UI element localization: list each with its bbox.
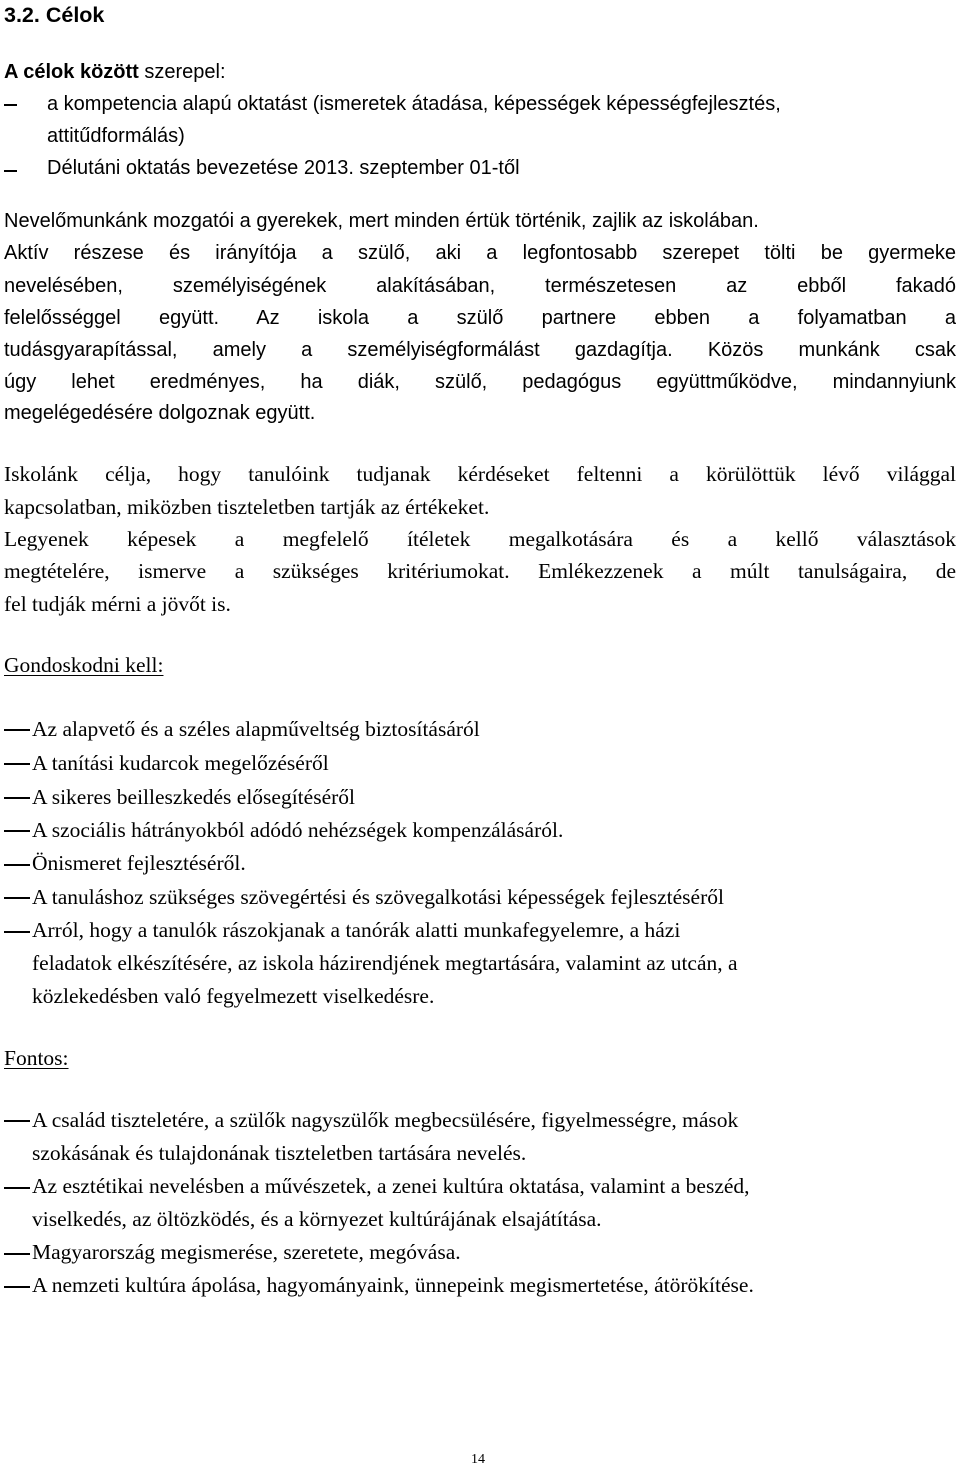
goals-intro-rest: szerepel: — [138, 61, 226, 83]
dash-bullet-icon — [4, 864, 30, 866]
paragraph1-line: megelégedésére dolgoznak együtt. — [4, 402, 316, 424]
paragraph1-line: felelősséggel együtt. Az iskola a szülő partnere ebben a folyamatban a — [4, 307, 956, 329]
gondoskodni-item-line: közlekedésben való fegyelmezett viselkedésre. — [32, 984, 435, 1008]
dash-bullet-icon — [4, 170, 17, 172]
paragraph2-line: fel tudják mérni a jövőt is. — [4, 592, 231, 616]
fontos-item-line: A család tiszteletére, a szülők nagyszülők megbecsülésére, figyelmességre, mások — [32, 1108, 739, 1132]
paragraph2-line: kapcsolatban, miközben tiszteletben tartják az értékeket. — [4, 495, 490, 519]
fontos-item-line: viselkedés, az öltözködés, és a környezet kultúrájának elsajátítása. — [32, 1207, 602, 1231]
dash-bullet-icon — [4, 763, 30, 765]
paragraph1-line: Nevelőmunkánk mozgatói a gyerekek, mert minden értük történik, zajlik az iskolában. — [4, 210, 759, 232]
goal-item-line: Délutáni oktatás bevezetése 2013. szeptember 01-től — [47, 157, 520, 179]
paragraph1-line: tudásgyarapítással, amely a személyiségformálást gazdagítja. Közös munkánk csak — [4, 339, 956, 361]
gondoskodni-item-line: Az alapvető és a széles alapműveltség biztosításáról — [32, 717, 480, 741]
gondoskodni-item-line: Önismeret fejlesztéséről. — [32, 851, 246, 875]
dash-bullet-icon — [4, 797, 30, 799]
paragraph1-line: nevelésében, személyiségének alakításában, természetesen az ebből fakadó — [4, 275, 956, 297]
dash-bullet-icon — [4, 1187, 30, 1189]
gondoskodni-heading: Gondoskodni kell: — [4, 653, 164, 677]
paragraph2-line: megtételére, ismerve a szükséges kritériumokat. Emlékezzenek a múlt tanulságaira, de — [4, 559, 956, 583]
dash-bullet-icon — [4, 729, 30, 731]
paragraph2-line: Legyenek képesek a megfelelő ítéletek megalkotására és a kellő választások — [4, 527, 956, 551]
gondoskodni-item-line: A szociális hátrányokból adódó nehézségek kompenzálásáról. — [32, 818, 564, 842]
goal-item-line: attitűdformálás) — [47, 125, 185, 147]
section-heading: 3.2. Célok — [4, 3, 105, 27]
gondoskodni-item-line: A tanuláshoz szükséges szövegértési és szövegalkotási képességek fejlesztéséről — [32, 885, 724, 909]
goals-intro — [4, 62, 226, 82]
paragraph1-line: úgy lehet eredményes, ha diák, szülő, pedagógus együttműködve, mindannyiunk — [4, 371, 956, 393]
dash-bullet-icon — [4, 897, 30, 899]
fontos-item-line: A nemzeti kultúra ápolása, hagyományaink, ünnepeink megismertetése, átörökítése. — [32, 1273, 754, 1297]
paragraph2-line: Iskolánk célja, hogy tanulóink tudjanak kérdéseket feltenni a körülöttük lévő világgal — [4, 462, 956, 486]
fontos-heading: Fontos: — [4, 1046, 69, 1070]
fontos-item-line: szokásának és tulajdonának tiszteletben tartására nevelés. — [32, 1141, 527, 1165]
gondoskodni-item-line: Arról, hogy a tanulók rászokjanak a tanórák alatti munkafegyelemre, a házi — [32, 918, 681, 942]
dash-bullet-icon — [4, 830, 30, 832]
goals-intro-bold: A célok között — [4, 61, 139, 83]
paragraph1-line: Aktív részese és irányítója a szülő, aki a legfontosabb szerepet tölti be gyermeke — [4, 242, 956, 264]
gondoskodni-item-line: feladatok elkészítésére, az iskola házirendjének megtartására, valamint az utcán, a — [32, 951, 738, 975]
fontos-item-line: Az esztétikai nevelésben a művészetek, a zenei kultúra oktatása, valamint a beszéd, — [32, 1174, 750, 1198]
page-number: 14 — [471, 1452, 485, 1467]
gondoskodni-item-line: A sikeres beilleszkedés elősegítéséről — [32, 785, 355, 809]
goal-item-line: a kompetencia alapú oktatást (ismeretek átadása, képességek képességfejlesztés, — [47, 93, 781, 115]
dash-bullet-icon — [4, 931, 30, 933]
fontos-item-line: Magyarország megismerése, szeretete, megóvása. — [32, 1240, 461, 1264]
dash-bullet-icon — [4, 1120, 30, 1122]
gondoskodni-item-line: A tanítási kudarcok megelőzéséről — [32, 751, 329, 775]
dash-bullet-icon — [4, 1253, 30, 1255]
dash-bullet-icon — [4, 104, 17, 106]
dash-bullet-icon — [4, 1286, 30, 1288]
